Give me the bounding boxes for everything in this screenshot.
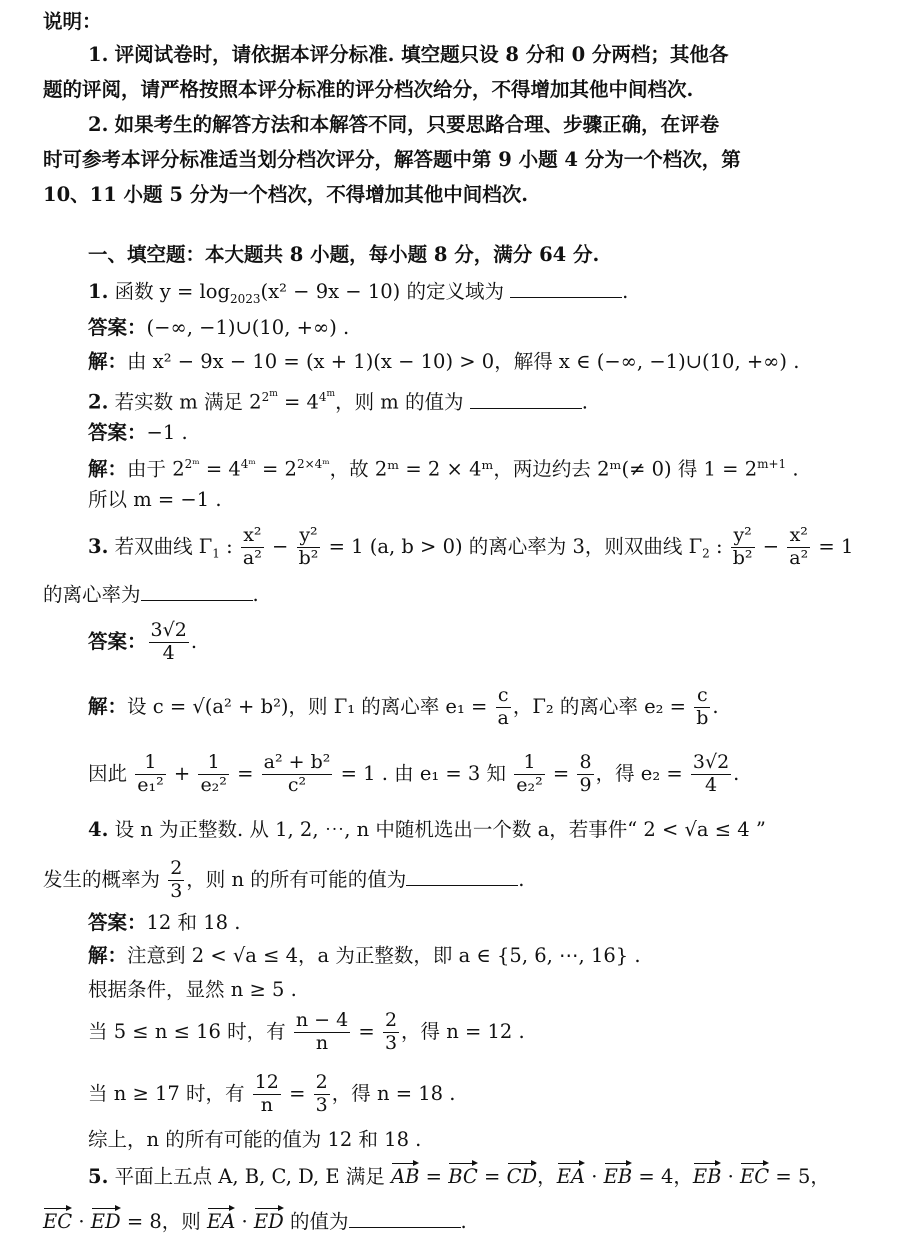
note-2-line-3: 10、11 小题 5 分为一个档次，不得增加其他中间档次.: [43, 183, 528, 206]
q5-vec-ea: EA: [556, 1165, 586, 1188]
q5-vec-ec: EC: [740, 1165, 770, 1188]
q4-answer-blank: [406, 885, 518, 886]
q1-answer-value: (−∞, −1)∪(10, +∞) .: [146, 316, 350, 339]
q4-solution-line-3: [88, 1010, 525, 1055]
q3-minus-2: −: [756, 534, 786, 558]
q5-vec-ed-2: ED: [253, 1210, 284, 1233]
q1-stem-a: 函数 y = log: [114, 280, 230, 303]
note-2-line-1: [88, 115, 719, 135]
q1-log-base: 2023: [229, 291, 261, 306]
q3-minus-1: −: [265, 534, 295, 558]
q3-stem-line-2: [43, 585, 259, 605]
q3-sol2-b: = 1 . 由 e₁ = 3 知: [334, 761, 513, 785]
q1-solution-label: 解：: [88, 350, 128, 373]
q4-answer-value: 12 和 18 .: [146, 911, 241, 934]
q5-vec-ed: ED: [90, 1210, 121, 1233]
q4-stem2-a: 发生的概率为: [43, 867, 167, 891]
q4-sol3-eq: =: [352, 1019, 381, 1043]
q2-stem-a: 若实数 m 满足 2: [114, 390, 262, 414]
q3-sol2-frac-1: $\frac{1}{\text{e₁²}}$: [137, 751, 164, 796]
q2-sol-e: .: [786, 457, 799, 481]
q5-vec-ab: AB: [391, 1165, 420, 1188]
q4-sol3-frac-1: $\frac{n - 4}{n}$: [295, 1009, 349, 1054]
q3-sol1-frac-c-a: $\frac{c}{a}$: [497, 684, 509, 729]
q5-stem-f: 的值为: [283, 1210, 349, 1233]
q3-sol2-frac-6: $\frac{3√2}{4}$: [692, 751, 730, 796]
q5-vec-cd: CD: [506, 1165, 538, 1188]
q1-stem-b: (x² − 9x − 10) 的定义域为: [260, 280, 504, 303]
q2-sup-2: 4m: [318, 389, 336, 404]
q2-answer-value: −1 .: [146, 421, 188, 444]
note-2-line-2: 时可参考本评分标准适当划分档次评分，解答题中第 9 小题 4 分为一个档次，第: [43, 148, 741, 171]
q3-frac-y2-b2: $\frac{\text{y²}}{\text{b²}}$: [298, 524, 319, 569]
q4-sol4-eq: =: [282, 1081, 312, 1105]
q5-answer-blank: [349, 1227, 461, 1228]
section-title: 一、填空题：本大题共 8 小题，每小题 8 分，满分 64 分.: [88, 243, 600, 266]
q4-stem2-b: ，则 n 的所有可能的值为: [186, 867, 407, 891]
q3-stem-a: 若双曲线 Γ: [114, 534, 213, 558]
q5-eq1: =: [419, 1165, 449, 1188]
q3-stem-e: = 1: [812, 534, 854, 558]
q1-answer-label: 答案：: [88, 316, 147, 339]
q3-stem-c: = 1 (a, b > 0) 的离心率为 3，则双曲线 Γ: [322, 534, 703, 558]
q5-dot3: ·: [72, 1210, 91, 1233]
q4-prob-frac: $\frac{2}{3}$: [170, 857, 183, 902]
q3-sol2-eq: =: [230, 761, 260, 785]
q5-vec-bc: BC: [448, 1165, 478, 1188]
q2-sol-sup-1: 2ᵐ: [184, 457, 200, 471]
q3-sol1-b: ，Γ₂ 的离心率 e₂ =: [512, 694, 693, 718]
q1-answer-blank: [510, 297, 622, 298]
q3-frac-x2-a2: $\frac{\text{x²}}{\text{a²}}$: [242, 524, 262, 569]
q3-solution-line-2: [88, 752, 739, 797]
q1-solution: [88, 352, 799, 372]
q4-stem2-end: .: [518, 867, 525, 891]
q2-answer: [88, 423, 188, 443]
q3-answer: [88, 620, 197, 665]
q3-frac-x2-a2-second: $\frac{\text{x²}}{\text{a²}}$: [789, 524, 809, 569]
q4-sol4-frac-2: $\frac{2}{3}$: [315, 1071, 328, 1116]
q4-solution-label: 解：: [88, 944, 128, 967]
note-2-number: 2.: [88, 113, 109, 136]
q2-sol-d: ，故 2ᵐ = 2 × 4ᵐ，两边约去 2ᵐ(≠ 0) 得 1 = 2: [329, 457, 758, 481]
q5-dot4: ·: [235, 1210, 254, 1233]
q5-dot2: ·: [721, 1165, 741, 1188]
q2-stem-c: ，则 m 的值为: [335, 390, 464, 414]
q5-stem-e: = 8，则: [120, 1210, 207, 1233]
q4-sol3-b: ，得 n = 12 .: [401, 1019, 525, 1043]
q3-sol2-frac-3: $\frac{\text{a² + b²}}{\text{c²}}$: [263, 751, 331, 796]
q2-solution-label: 解：: [88, 457, 128, 481]
note-1-line-2: 题的评阅，请严格按照本评分标准的评分档次给分，不得增加其他中间档次.: [43, 78, 694, 101]
q3-sol2-a: 因此: [88, 761, 134, 785]
q3-stem2-end: .: [252, 583, 259, 606]
q5-stem-a: 平面上五点 A, B, C, D, E 满足: [114, 1165, 392, 1188]
notes-heading: 说明：: [43, 10, 102, 33]
q5-vec-eb-2: EB: [692, 1165, 722, 1188]
q2-sol-sup-3: 2×4ᵐ: [296, 457, 330, 471]
q4-solution-line-1: [88, 946, 641, 966]
q2-answer-blank: [470, 408, 582, 409]
q5-number: 5.: [88, 1165, 109, 1188]
q2-sup-1: 2m: [261, 389, 278, 404]
q5-eq2: =: [477, 1165, 507, 1188]
q3-sol2-frac-5: $\frac{8}{9}$: [579, 751, 592, 796]
q2-stem: [88, 390, 588, 412]
q3-sol2-c: ，得 e₂ =: [595, 761, 689, 785]
q4-stem-a: 设 n 为正整数. 从 1, 2, ⋯, n 中随机选出一个数 a，若事件“ 2 < √a ≤ 4 ”: [114, 818, 766, 841]
q4-sol4-b: ，得 n = 18 .: [331, 1081, 456, 1105]
q3-answer-end: .: [190, 629, 198, 653]
q5-stem-line-2: [43, 1208, 467, 1232]
note-1-number: 1.: [88, 43, 109, 66]
q2-stem-end: .: [581, 390, 588, 414]
q5-stem-c: = 4，: [632, 1165, 693, 1188]
q5-stem-line-1: [88, 1163, 830, 1187]
q1-solution-text: 由 x² − 9x − 10 = (x + 1)(x − 10) > 0，解得 x ∈ (−∞, −1)∪(10, +∞) .: [127, 350, 800, 373]
note-2-text-a: 如果考生的解答方法和本解答不同，只要思路合理、步骤正确，在评卷: [114, 113, 720, 136]
q3-sol1-frac-c-b: $\frac{c}{b}$: [696, 684, 709, 729]
q5-stem-end: .: [460, 1210, 467, 1233]
q4-solution-line-4: [88, 1072, 455, 1117]
q1-stem: [88, 282, 628, 305]
q4-solution-line-5: 综上，n 的所有可能的值为 12 和 18 .: [88, 1128, 422, 1151]
q2-sol-b: = 4: [199, 457, 241, 481]
q4-sol4-a: 当 n ≥ 17 时，有: [88, 1081, 251, 1105]
q4-stem-line-2: [43, 858, 524, 903]
q4-sol4-frac-1: $\frac{12}{n}$: [254, 1071, 279, 1116]
q5-vec-ec-2: EC: [43, 1210, 73, 1233]
q1-answer: [88, 318, 349, 338]
q3-number: 3.: [88, 534, 109, 558]
q3-sol2-frac-2: $\frac{1}{\text{e₂²}}$: [200, 751, 227, 796]
q4-answer: [88, 913, 240, 933]
q3-sol1-end: .: [712, 694, 719, 718]
q3-answer-frac: $\frac{3√2}{4}$: [150, 619, 187, 664]
q5-stem-b: ，: [537, 1165, 557, 1188]
q1-stem-end: .: [622, 280, 629, 303]
q4-sol3-frac-2: $\frac{2}{3}$: [384, 1009, 398, 1054]
q3-sub-1: 1: [212, 546, 220, 561]
q3-sol2-frac-4: $\frac{1}{\text{e₂²}}$: [516, 751, 543, 796]
q2-solution-line-1: [88, 458, 799, 479]
q2-solution-line-2: 所以 m = −1 .: [88, 488, 222, 511]
q5-vec-ea-2: EA: [206, 1210, 236, 1233]
q2-answer-label: 答案：: [88, 421, 147, 444]
q5-stem-d: = 5，: [769, 1165, 830, 1188]
q2-sol-sup-4: m+1: [757, 457, 787, 471]
q3-solution-line-1: [88, 685, 719, 730]
q3-stem2: 的离心率为: [43, 583, 141, 606]
q2-sol-c: = 2: [255, 457, 297, 481]
q4-answer-label: 答案：: [88, 911, 147, 934]
q3-sol2-eq2: =: [546, 761, 576, 785]
q3-stem-b: :: [219, 534, 239, 558]
q2-number: 2.: [88, 390, 109, 414]
q3-stem-d: :: [709, 534, 729, 558]
q4-stem-line-1: [88, 820, 766, 840]
q5-dot1: ·: [585, 1165, 604, 1188]
q4-number: 4.: [88, 818, 109, 841]
q3-solution-label: 解：: [88, 694, 128, 718]
q1-number: 1.: [88, 280, 109, 303]
q2-sol-sup-2: 4ᵐ: [240, 457, 256, 471]
q4-solution-line-2: 根据条件，显然 n ≥ 5 .: [88, 978, 297, 1001]
q4-sol1: 注意到 2 < √a ≤ 4，a 为正整数，即 a ∈ {5, 6, ⋯, 16} .: [127, 944, 641, 967]
q3-answer-blank: [141, 600, 253, 601]
q3-answer-label: 答案：: [88, 629, 147, 653]
q3-sub-2: 2: [702, 546, 710, 561]
q3-sol1-a: 设 c = √(a² + b²)，则 Γ₁ 的离心率 e₁ =: [127, 694, 494, 718]
q5-vec-eb: EB: [603, 1165, 633, 1188]
q2-sol-a: 由于 2: [127, 457, 185, 481]
q3-frac-y2-b2-second: $\frac{\text{y²}}{\text{b²}}$: [732, 524, 753, 569]
note-1-text-a: 评阅试卷时，请依据本评分标准. 填空题只设 8 分和 0 分两档；其他各: [114, 43, 729, 66]
q2-stem-b: = 4: [277, 390, 319, 414]
q3-sol2-plus: +: [167, 761, 197, 785]
note-1-line-1: [88, 45, 728, 65]
q3-sol2-end: .: [733, 761, 740, 785]
q3-stem-line-1: [88, 525, 853, 570]
q4-sol3-a: 当 5 ≤ n ≤ 16 时，有: [88, 1019, 292, 1043]
